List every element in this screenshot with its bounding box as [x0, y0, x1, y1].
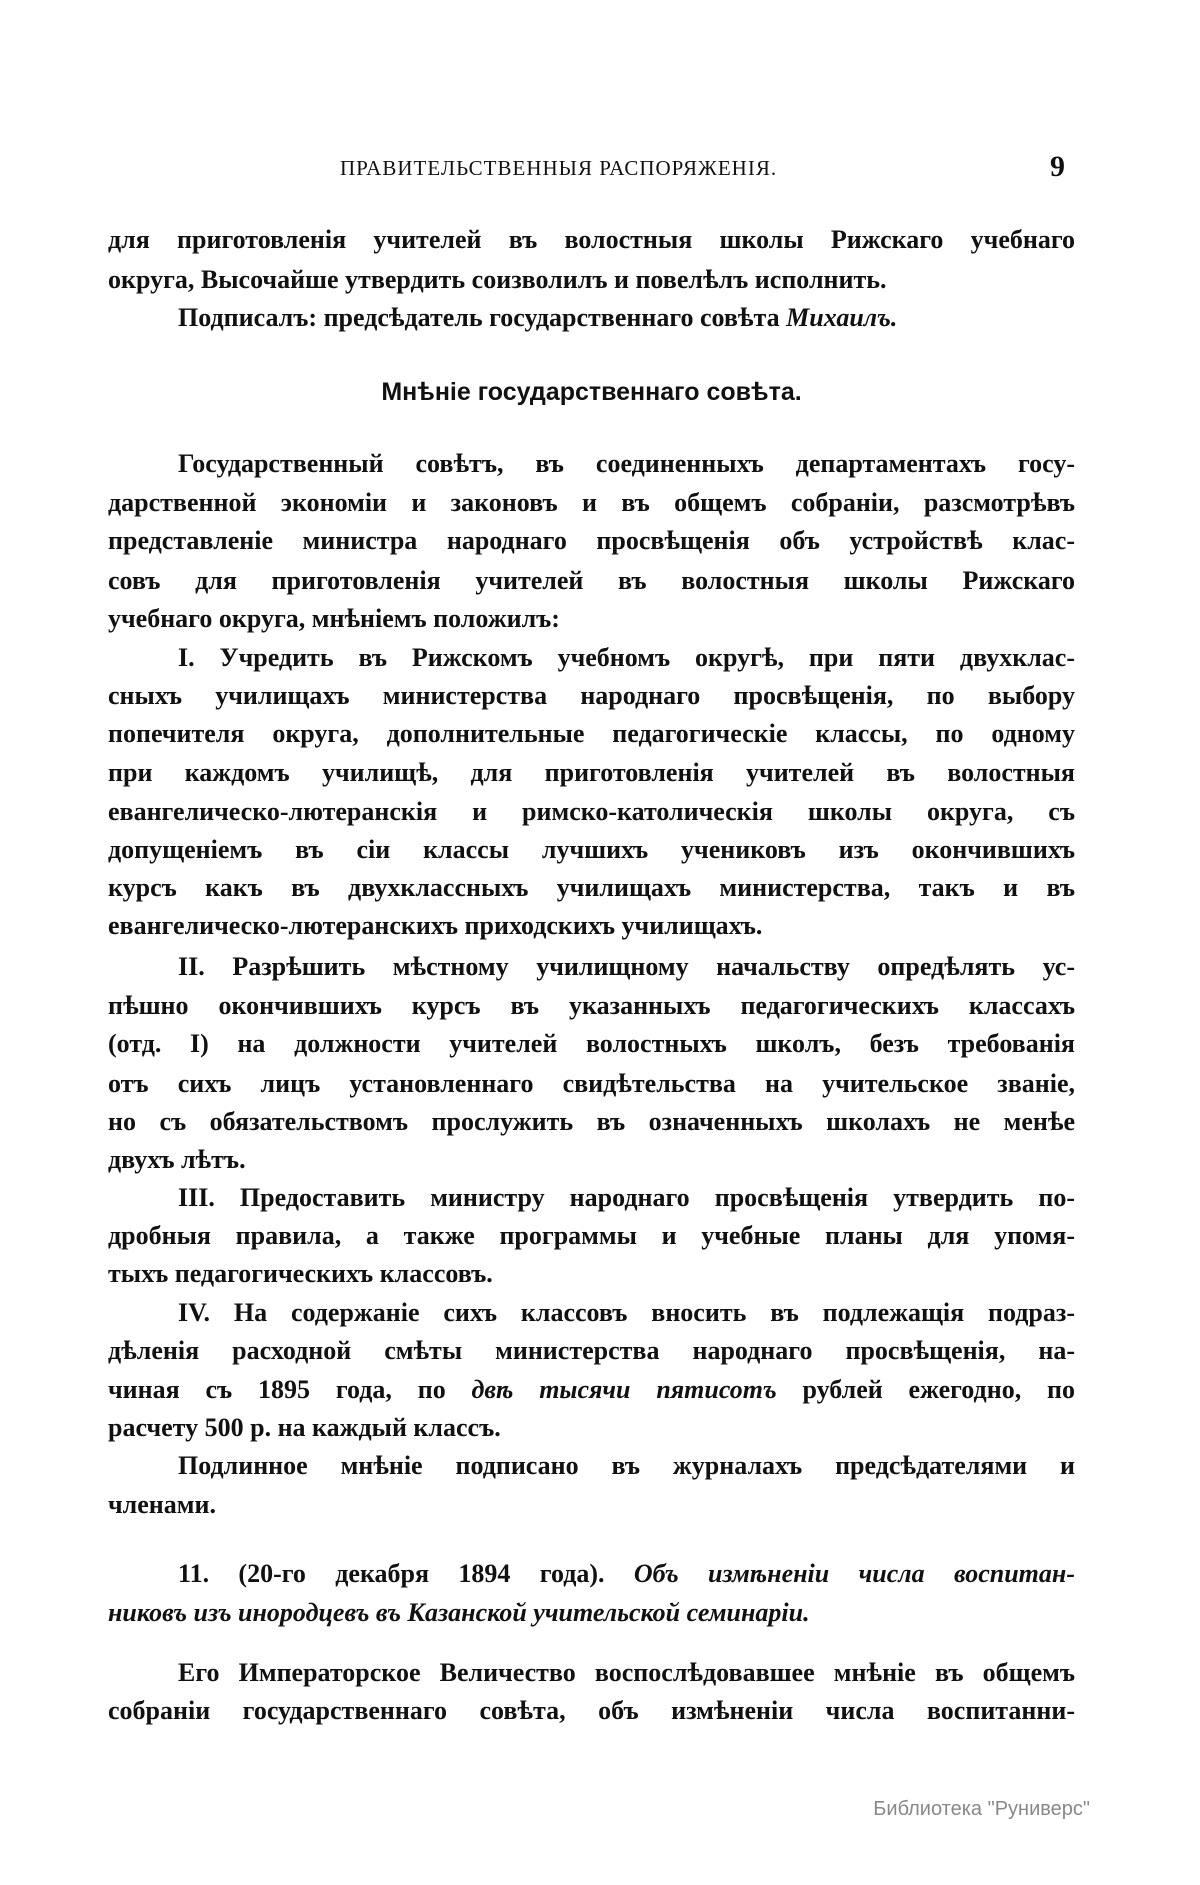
italic-text: Объ измѣненіи числа воспитан- — [633, 1559, 1075, 1588]
text-line — [108, 1068, 1075, 1100]
text-span: II. Разрѣшить мѣстному училищному начальству опредѣлять ус- — [178, 952, 1075, 981]
text-span: чиная съ 1895 года, по — [108, 1375, 472, 1404]
text-span: Мнѣніе государственнаго совѣта. — [381, 378, 802, 406]
text-span: дѣленія расходной смѣты министерства народнаго просвѣщенія, на- — [108, 1336, 1075, 1365]
text-span: сныхъ училищахъ министерства народнаго просвѣщенія, по выбору — [108, 681, 1075, 710]
text-line — [108, 1695, 1075, 1727]
text-span: рублей ежегодно, по — [776, 1375, 1075, 1404]
text-span: евангелическо-лютеранскія и римско-католическія школы округа, съ — [108, 797, 1075, 826]
text-span: Подписалъ: предсѣдатель государственнаго совѣта — [178, 303, 787, 332]
text-line — [178, 1657, 1075, 1689]
text-line — [108, 796, 1075, 828]
text-line — [178, 302, 1075, 334]
text-span: представленіе министра народнаго просвѣщенія объ устройствѣ клас- — [108, 526, 1075, 555]
text-span: для приготовленія учителей въ волостныя школы Рижскаго учебнаго — [108, 225, 1075, 254]
text-span: IV. На содержаніе сихъ классовъ вносить въ подлежащія подраз- — [178, 1298, 1075, 1327]
text-line — [178, 642, 1075, 674]
text-line — [108, 603, 1075, 635]
italic-text: двѣ тысячи пятисотъ — [471, 1375, 777, 1404]
text-line — [108, 1412, 1075, 1444]
text-line — [178, 1450, 1075, 1482]
text-span: допущеніемъ въ сіи классы лучшихъ учениковъ изъ окончившихъ — [108, 835, 1075, 864]
text-line — [108, 1489, 1075, 1521]
text-line — [108, 757, 1075, 789]
text-span: дробныя правила, а также программы и учебные планы для упомя- — [108, 1221, 1075, 1250]
text-span: I. Учредить въ Рижскомъ учебномъ округѣ, при пяти двухклас- — [178, 643, 1075, 672]
text-line — [178, 1558, 1075, 1590]
text-span: (отд. I) на должности учителей волостныхъ школъ, безъ требованія — [108, 1029, 1075, 1058]
text-span: попечителя округа, дополнительные педагогическіе классы, по одному — [108, 719, 1075, 748]
text-span: при каждомъ училищѣ, для приготовленія учителей въ волостныя — [108, 758, 1075, 787]
text-line — [108, 264, 1075, 296]
running-title: ПРАВИТЕЛЬСТВЕННЫЯ РАСПОРЯЖЕНІЯ. — [340, 156, 778, 180]
italic-text: никовъ изъ инородцевъ въ Казанской учительской семинаріи. — [108, 1598, 810, 1627]
section-heading — [108, 376, 1075, 408]
text-span: собраніи государственнаго совѣта, объ измѣненіи числа воспитанни- — [108, 1696, 1075, 1725]
italic-text: Михаилъ. — [786, 303, 898, 332]
page-number: 9 — [1050, 150, 1065, 183]
text-span: учебнаго округа, мнѣніемъ положилъ: — [108, 604, 560, 633]
text-span: членами. — [108, 1490, 216, 1519]
text-span: III. Предоставить министру народнаго просвѣщенія утвердить по- — [178, 1183, 1075, 1212]
text-line — [108, 990, 1075, 1022]
text-line — [108, 1144, 1075, 1176]
text-span: округа, Высочайше утвердить соизволилъ и повелѣлъ исполнить. — [108, 265, 887, 294]
text-span: двухъ лѣтъ. — [108, 1145, 246, 1174]
text-line — [108, 718, 1075, 750]
text-line — [108, 224, 1075, 256]
text-span: евангелическо-лютеранскихъ приходскихъ училищахъ. — [108, 911, 763, 940]
text-line — [108, 1374, 1075, 1406]
text-span: отъ сихъ лицъ установленнаго свидѣтельства на учительское званіе, — [108, 1069, 1075, 1098]
text-span: курсъ какъ въ двухклассныхъ училищахъ министерства, такъ и въ — [108, 873, 1075, 902]
text-line — [108, 1106, 1075, 1138]
text-span: Его Императорское Величество воспослѣдовавшее мнѣніе въ общемъ — [178, 1658, 1075, 1687]
text-line — [108, 1335, 1075, 1367]
text-line — [108, 1597, 1075, 1629]
text-span: Государственный совѣтъ, въ соединенныхъ департаментахъ госу- — [178, 449, 1075, 478]
text-line — [178, 448, 1075, 480]
text-line — [108, 525, 1075, 557]
text-line — [108, 680, 1075, 712]
text-span: дарственной экономіи и законовъ и въ общемъ собраніи, разсмотрѣвъ — [108, 488, 1075, 517]
text-line — [108, 565, 1075, 597]
text-line — [178, 951, 1075, 983]
text-line — [178, 1182, 1075, 1214]
text-span: пѣшно окончившихъ курсъ въ указанныхъ педагогическихъ классахъ — [108, 991, 1075, 1020]
text-span: тыхъ педагогическихъ классовъ. — [108, 1259, 493, 1288]
library-watermark: Библиотека "Руниверс" — [873, 1798, 1090, 1820]
text-line — [108, 1220, 1075, 1252]
text-line — [108, 1258, 1075, 1290]
text-span: Подлинное мнѣніе подписано въ журналахъ предсѣдателями и — [178, 1451, 1075, 1480]
text-line — [108, 872, 1075, 904]
text-line — [108, 1028, 1075, 1060]
text-span: расчету 500 р. на каждый классъ. — [108, 1413, 501, 1442]
text-line — [108, 834, 1075, 866]
text-span: 11. (20-го декабря 1894 года). — [178, 1559, 634, 1588]
text-line — [178, 1297, 1075, 1329]
text-line — [108, 487, 1075, 519]
text-span: совъ для приготовленія учителей въ волостныя школы Рижскаго — [108, 566, 1075, 595]
text-line — [108, 910, 1075, 942]
text-span: но съ обязательствомъ прослужить въ означенныхъ школахъ не менѣе — [108, 1107, 1075, 1136]
